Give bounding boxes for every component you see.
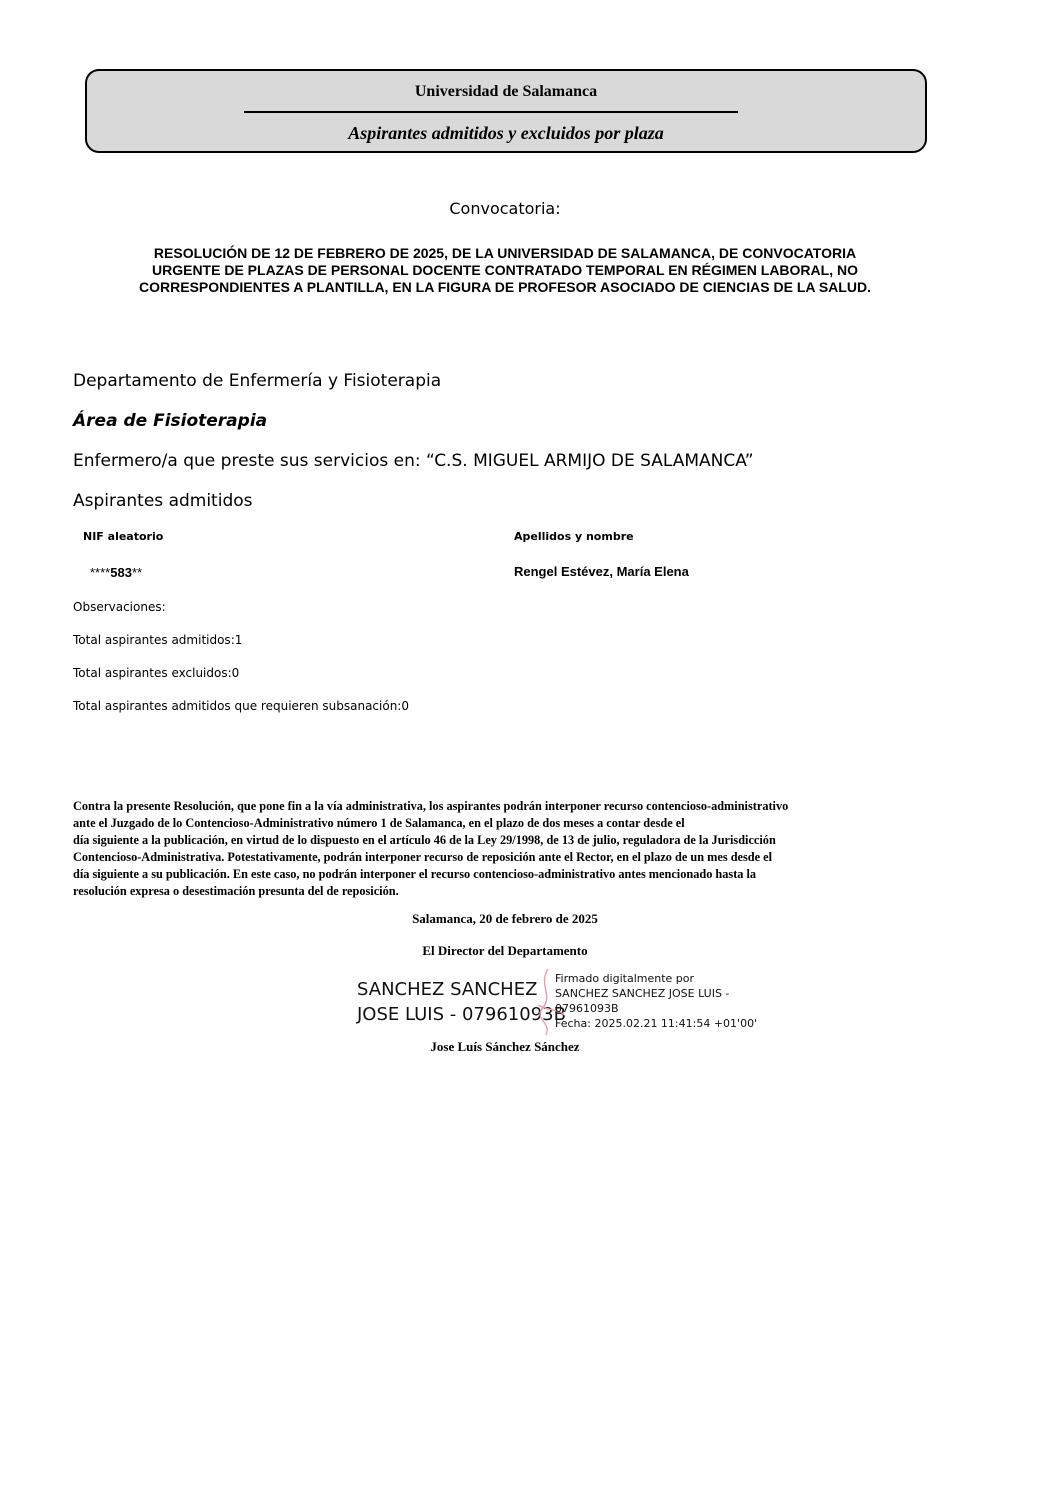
signature-detail-line: Fecha: 2025.02.21 11:41:54 +01'00' [555,1017,758,1030]
legal-line: Contencioso-Administrativa. Potestativamente, podrán interponer recurso de reposición ante el Rector, en el plazo de un mes desde el [73,850,773,864]
admitted-heading: Aspirantes admitidos [73,491,253,511]
signer-role: El Director del Departamento [422,943,588,958]
service: Enfermero/a que preste sus servicios en: “C.S. MIGUEL ARMIJO DE SALAMANCA” [73,451,754,471]
signature-name-line: SANCHEZ SANCHEZ [357,979,538,1000]
signature-details [555,971,757,1031]
header-rule [244,111,738,113]
signer-name: Jose Luís Sánchez Sánchez [430,1039,580,1054]
nif-suffix: ** [131,565,143,580]
table-cell-nif [90,565,142,580]
table-cell-name: Rengel Estévez, María Elena [514,564,689,579]
column-header-name: Apellidos y nombre [514,530,634,543]
legal-line: resolución expresa o desestimación presunta del de reposición. [73,884,399,898]
legal-line: día siguiente a la publicación, en virtud de lo dispuesto en el artículo 46 de la Ley 29/1998, de 13 de julio, reguladora de la Jurisdicción [73,833,776,847]
observaciones: Observaciones: [73,600,166,614]
resolution-title: RESOLUCIÓN DE 12 DE FEBRERO DE 2025, DE LA UNIVERSIDAD DE SALAMANCA, DE CONVOCATORIA URGENTE DE PLAZAS DE PERSONAL DOCENTE CONTRATADO TEMPORAL EN RÉGIMEN LABORAL, NO CORRESPONDIENTES A PLANTILLA, EN LA FIGURA DE PROFESOR ASOCIADO DE CIENCIAS DE LA SALUD. [139,245,871,295]
convocatoria-label: Convocatoria: [449,199,561,218]
legal-line: día siguiente a su publicación. En este caso, no podrán interponer el recurso contencioso-administrativo antes mencionado hasta la [73,867,757,881]
column-header-nif: NIF aleatorio [83,530,164,543]
total-admitted: Total aspirantes admitidos:1 [73,633,243,647]
header-box [85,69,927,153]
signature-detail-line: Firmado digitalmente por [555,972,695,985]
legal-line: ante el Juzgado de lo Contencioso-Administrativo número 1 de Salamanca, en el plazo de dos meses a contar desde el [73,816,685,830]
signature-detail-line: SANCHEZ SANCHEZ JOSE LUIS - [555,987,730,1000]
legal-notice [73,798,913,900]
legal-line: Contra la presente Resolución, que pone fin a la vía administrativa, los aspirantes podrán interponer recurso contencioso-administrativo [73,799,789,813]
header-subtitle: Aspirantes admitidos y excluidos por plaza [348,123,664,143]
department: Departamento de Enfermería y Fisioterapia [73,371,442,391]
total-subsanacion: Total aspirantes admitidos que requieren subsanación:0 [73,699,409,713]
signature-detail-line: 07961093B [555,1002,619,1015]
nif-prefix: **** [90,565,111,580]
total-excluded: Total aspirantes excluidos:0 [73,666,240,680]
signature-name-line: JOSE LUIS - 07961093B [357,1004,566,1025]
nif-digits: 583 [110,565,132,580]
place-date: Salamanca, 20 de febrero de 2025 [412,911,598,926]
header-university: Universidad de Salamanca [414,83,598,100]
area: Área de Fisioterapia [73,411,268,431]
